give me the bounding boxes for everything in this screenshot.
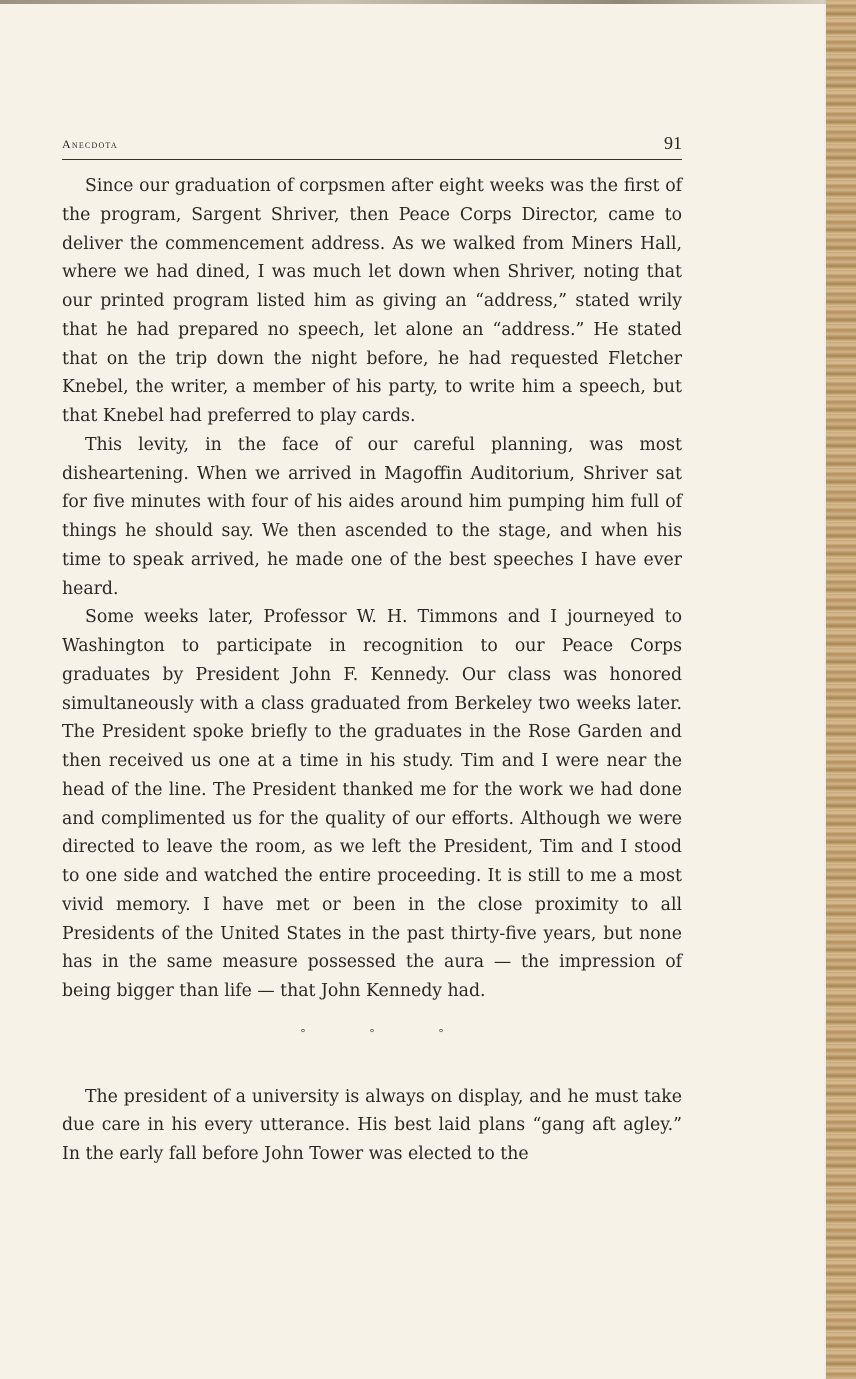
paragraph-levity: This levity, in the face of our careful planning, was most disheartening. When we arrived in Magoffin Auditorium, Shriver sat for five minutes with four of his aides around him pumping him full of things he should say. We then ascended to the stage, and when his time to speak arrived, he made one of the best speeches I have ever heard.: [62, 434, 682, 599]
page-top-edge: [0, 0, 830, 4]
paragraph-president: The president of a university is always on display, and he must take due care in his every utterance. His best laid plans “gang aft agley.” In the early fall before John Tower was elected to the: [62, 1086, 682, 1164]
running-title: Anecdota: [62, 137, 118, 151]
page-number: 91: [664, 133, 682, 153]
running-head: [62, 133, 682, 160]
body-text: [62, 172, 682, 1169]
paragraph-shriver: Since our graduation of corpsmen after eight weeks was the first of the program, Sargent Shriver, then Peace Corps Director, came to deliver the commencement address. As we walked from Miners Hall, where we had dined, I was much let down when Shriver, noting that our printed program listed him as giving an “address,” stated wrily that he had prepared no speech, let alone an “address.” He stated that on the trip down the night before, he had requested Fletcher Knebel, the writer, a member of his party, to write him a speech, but that Knebel had preferred to play cards.: [62, 176, 682, 426]
page-fore-edge: [826, 0, 856, 1379]
paragraph-kennedy: Some weeks later, Professor W. H. Timmons and I journeyed to Washington to participate in recognition to our Peace Corps graduates by President John F. Kennedy. Our class was honored simultaneously with a class graduated from Berkeley two weeks later. The President spoke briefly to the graduates in the Rose Garden and then received us one at a time in his study. Tim and I were near the head of the line. The President thanked me for the work we had done and complimented us for the quality of our efforts. Although we were directed to leave the room, as we left the President, Tim and I stood to one side and watched the entire proceeding. It is still to me a most vivid memory. I have met or been in the close proximity to all Presidents of the United States in the past thirty-five years, but none has in the same measure possessed the aura — the impression of being bigger than life — that John Kennedy had.: [62, 607, 682, 1001]
section-break: ° ° °: [300, 1026, 474, 1040]
